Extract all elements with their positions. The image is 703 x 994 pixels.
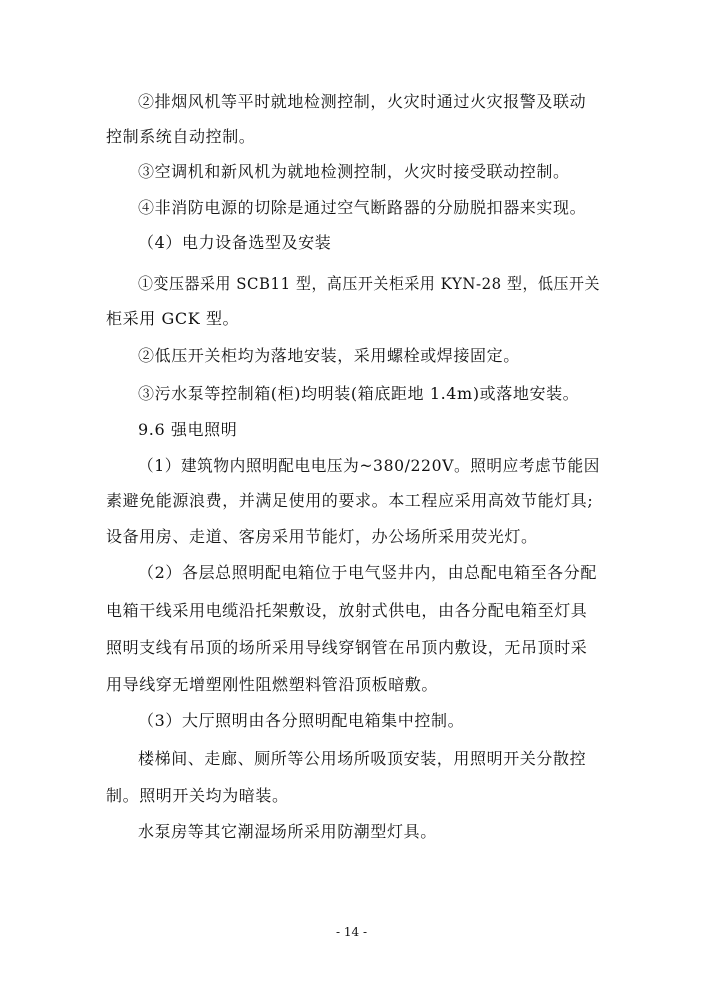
paragraph-line: （2）各层总照明配电箱位于电气竖井内，由总配电箱至各分配 <box>138 563 597 582</box>
paragraph-line: 楼梯间、走廊、厕所等公用场所吸顶安装，用照明开关分散控 <box>138 749 587 768</box>
paragraph-line: 柜采用 GCK 型。 <box>106 309 240 328</box>
paragraph-line: （1）建筑物内照明配电电压为~380/220V。照明应考虑节能因 <box>138 456 600 475</box>
paragraph-line: 水泵房等其它潮湿场所采用防潮型灯具。 <box>138 822 437 841</box>
paragraph-line: ④非消防电源的切除是通过空气断路器的分励脱扣器来实现。 <box>138 198 587 217</box>
paragraph-line: （3）大厅照明由各分照明配电箱集中控制。 <box>138 711 465 730</box>
paragraph-line: 制。照明开关均为暗装。 <box>106 786 289 805</box>
paragraph-line: 控制系统自动控制。 <box>106 127 256 146</box>
section-heading: （4）电力设备选型及安装 <box>138 233 332 252</box>
paragraph-line: 素避免能源浪费，并满足使用的要求。本工程应采用高效节能灯具; <box>106 491 594 510</box>
page-number: - 14 - <box>335 925 367 939</box>
paragraph-line: 用导线穿无增塑刚性阻燃塑料管沿顶板暗敷。 <box>106 675 439 694</box>
paragraph-line: ③污水泵等控制箱(柜)均明装(箱底距地 1.4m)或落地安装。 <box>138 384 580 403</box>
paragraph-line: ①变压器采用 SCB11 型，高压开关柜采用 KYN-28 型，低压开关 <box>138 274 600 293</box>
paragraph-line: 电箱干线采用电缆沿托架敷设，放射式供电，由各分配电箱至灯具 <box>106 601 588 620</box>
section-heading: 9.6 强电照明 <box>138 420 238 439</box>
paragraph-line: ②排烟风机等平时就地检测控制，火灾时通过火灾报警及联动 <box>138 92 587 111</box>
paragraph-line: ②低压开关柜均为落地安装，采用螺栓或焊接固定。 <box>138 346 520 365</box>
paragraph-line: ③空调机和新风机为就地检测控制，火灾时接受联动控制。 <box>138 162 570 181</box>
paragraph-line: 照明支线有吊顶的场所采用导线穿钢管在吊顶内敷设，无吊顶时采 <box>106 638 588 657</box>
paragraph-line: 设备用房、走道、客房采用节能灯，办公场所采用荧光灯。 <box>106 527 538 546</box>
